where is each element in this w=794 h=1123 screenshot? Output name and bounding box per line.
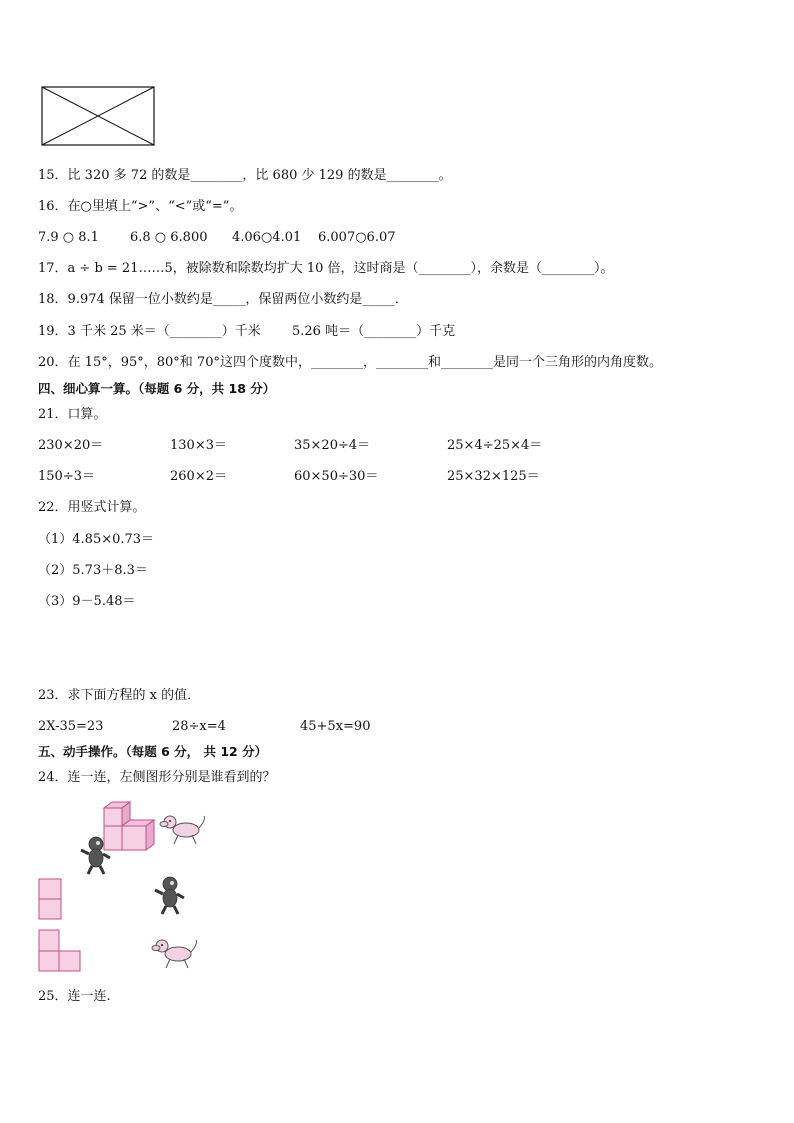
view-shape-l [38, 929, 84, 973]
mental-calc-item: 260×2＝ [170, 469, 227, 484]
question-18: 18．9.974 保留一位小数约是_____，保留两位小数约是_____． [38, 292, 408, 307]
question-23: 23．求下面方程的 x 的值． [38, 688, 201, 703]
equation-item: 45+5x=90 [300, 719, 371, 734]
section-5-heading: 五、动手操作。（每题 6 分， 共 12 分） [38, 744, 268, 759]
mental-calc-item: 230×20＝ [38, 438, 104, 453]
compare-item: 6.8 ○ 6.800 [130, 230, 208, 245]
vertical-calc-item: （3）9－5.48＝ [38, 594, 136, 609]
compare-item: 7.9 ○ 8.1 [38, 230, 99, 245]
dog-icon [150, 936, 200, 972]
question-22: 22．用竖式计算。 [38, 500, 146, 515]
monkey-icon [78, 836, 114, 876]
vertical-calc-item: （1）4.85×0.73＝ [38, 532, 155, 547]
question-15: 15．比 320 多 72 的数是________，比 680 少 129 的数是________。 [38, 168, 452, 183]
vertical-calc-item: （2）5.73＋8.3＝ [38, 563, 148, 578]
view-shape-stacked [38, 878, 64, 922]
question-17: 17．a ÷ b = 21……5，被除数和除数均扩大 10 倍，这时商是（________），余数是（________）。 [38, 261, 614, 276]
equation-item: 28÷x=4 [172, 719, 226, 734]
question-24: 24．连一连，左侧图形分别是谁看到的？ [38, 770, 276, 785]
section-4-heading: 四、细心算一算。（每题 6 分，共 18 分） [38, 381, 276, 396]
mental-calc-item: 25×4÷25×4＝ [447, 438, 543, 453]
mental-calc-item: 60×50÷30＝ [294, 469, 379, 484]
dog-icon [158, 812, 208, 848]
question-19-part-b: 5.26 吨＝（________）千克 [292, 324, 456, 339]
equation-item: 2X-35=23 [38, 719, 104, 734]
question-20: 20．在 15°，95°，80°和 70°这四个度数中，________，________和________是同一个三角形的内角度数。 [38, 355, 662, 370]
compare-item: 4.06○4.01 [232, 230, 302, 245]
question-19-part-a: 19．3 千米 25 米＝（________）千米 [38, 324, 261, 339]
monkey-icon [152, 876, 188, 916]
question-21: 21．口算。 [38, 407, 107, 422]
mental-calc-item: 130×3＝ [170, 438, 227, 453]
question-25: 25．连一连. [38, 989, 111, 1004]
compare-item: 6.007○6.07 [318, 230, 396, 245]
crossed-rectangle-figure [40, 85, 160, 151]
question-16: 16．在○里填上“>”、“<”或“=”。 [38, 199, 243, 214]
mental-calc-item: 150÷3＝ [38, 469, 95, 484]
mental-calc-item: 35×20÷4＝ [294, 438, 371, 453]
mental-calc-item: 25×32×125＝ [447, 469, 540, 484]
